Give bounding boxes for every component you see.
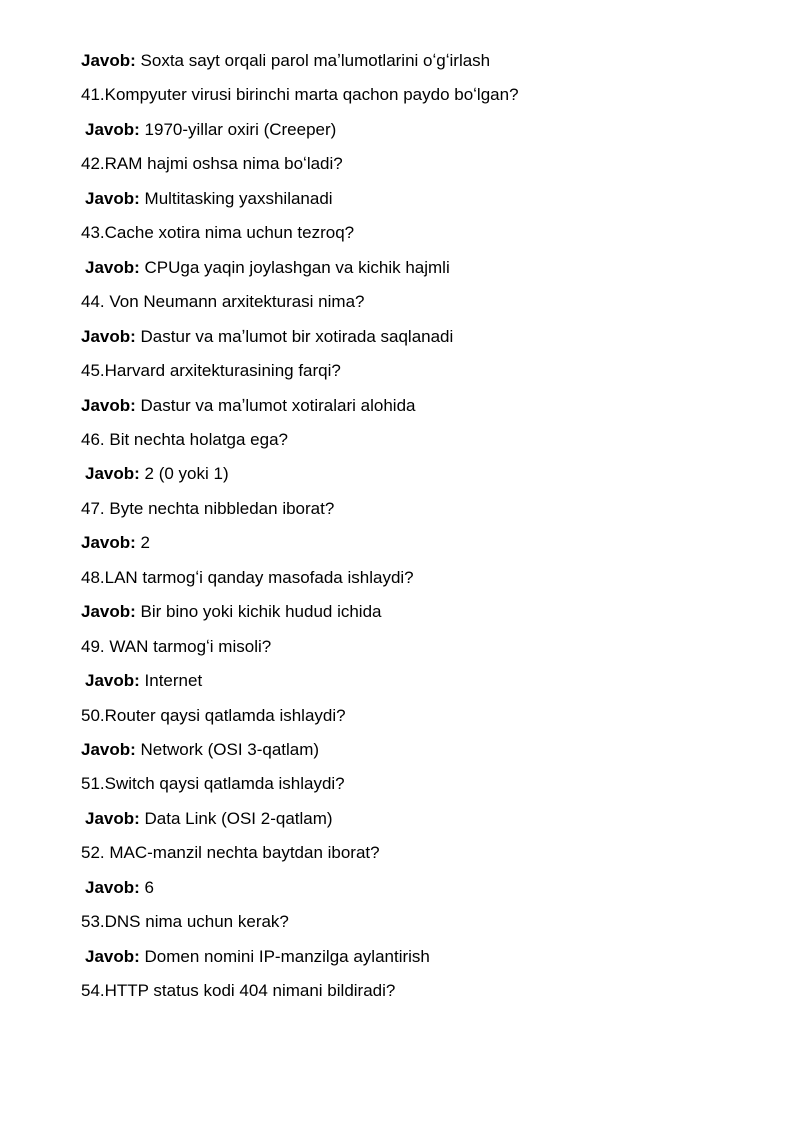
answer-line	[0, 601, 800, 623]
answer-label: Javob:	[85, 119, 140, 139]
question-line: 43.Cache xotira nima uchun tezroq?	[81, 223, 355, 243]
question-line: 41.Kompyuter virusi birinchi marta qachon paydo boʻlgan?	[81, 85, 519, 105]
answer-label: Javob:	[81, 395, 136, 415]
answer-line	[0, 326, 800, 348]
answer-line	[0, 463, 800, 485]
answer-line	[0, 946, 800, 968]
answer-text: Soxta sayt orqali parol maʼlumotlarini oʻgʻirlash	[140, 51, 491, 70]
question-line: 50.Router qaysi qatlamda ishlaydi?	[81, 705, 346, 725]
question-line: 49. WAN tarmogʻi misoli?	[81, 636, 272, 656]
answer-text: Bir bino yoki kichik hudud ichida	[140, 602, 382, 622]
answer-text: 2 (0 yoki 1)	[144, 464, 229, 484]
answer-label: Javob:	[85, 257, 140, 277]
answer-text: Dastur va maʼlumot xotiralari alohida	[140, 395, 416, 415]
answer-label: Javob:	[81, 602, 136, 622]
question-line: 52. MAC-manzil nechta baytdan iborat?	[81, 843, 380, 863]
answer-label: Javob:	[85, 946, 140, 966]
question-line: 54.HTTP status kodi 404 nimani bildiradi?	[81, 981, 396, 1001]
answer-label: Javob:	[81, 326, 136, 346]
answer-line	[0, 395, 800, 417]
question-line: 48.LAN tarmogʻi qanday masofada ishlaydi?	[81, 567, 414, 587]
question-line: 46. Bit nechta holatga ega?	[81, 429, 288, 449]
answer-label: Javob:	[85, 671, 140, 691]
answer-line	[0, 808, 800, 830]
answer-text: Network (OSI 3-qatlam)	[140, 740, 320, 759]
answer-text: 6	[144, 877, 154, 897]
answer-label: Javob:	[81, 740, 136, 759]
answer-label: Javob:	[85, 188, 140, 208]
answer-text: Internet	[144, 671, 203, 691]
answer-text: Dastur va maʼlumot bir xotirada saqlanadi	[140, 326, 454, 346]
answer-text: Data Link (OSI 2-qatlam)	[144, 808, 333, 828]
answer-label: Javob:	[81, 51, 136, 70]
answer-text: Domen nomini IP-manzilga aylantirish	[144, 946, 430, 966]
answer-line	[0, 877, 800, 899]
answer-label: Javob:	[85, 808, 140, 828]
answer-label: Javob:	[85, 464, 140, 484]
answer-line	[0, 257, 800, 279]
question-line: 42.RAM hajmi oshsa nima boʻladi?	[81, 154, 343, 174]
answer-label: Javob:	[81, 533, 136, 553]
question-line: 47. Byte nechta nibbledan iborat?	[81, 498, 335, 518]
answer-line	[0, 670, 800, 692]
answer-line	[0, 50, 800, 72]
answer-label: Javob:	[85, 877, 140, 897]
question-line: 51.Switch qaysi qatlamda ishlaydi?	[81, 774, 345, 794]
question-line: 45.Harvard arxitekturasining farqi?	[81, 361, 341, 381]
question-line: 53.DNS nima uchun kerak?	[81, 912, 289, 932]
answer-text: 2	[140, 533, 150, 553]
answer-text: 1970-yillar oxiri (Creeper)	[144, 119, 337, 139]
answer-line	[0, 532, 800, 554]
question-line: 44. Von Neumann arxitekturasi nima?	[81, 292, 365, 312]
answer-text: Multitasking yaxshilanadi	[144, 188, 333, 208]
answer-line	[0, 188, 800, 210]
answer-line	[0, 739, 800, 761]
answer-line	[0, 119, 800, 141]
answer-text: CPUga yaqin joylashgan va kichik hajmli	[144, 257, 450, 277]
